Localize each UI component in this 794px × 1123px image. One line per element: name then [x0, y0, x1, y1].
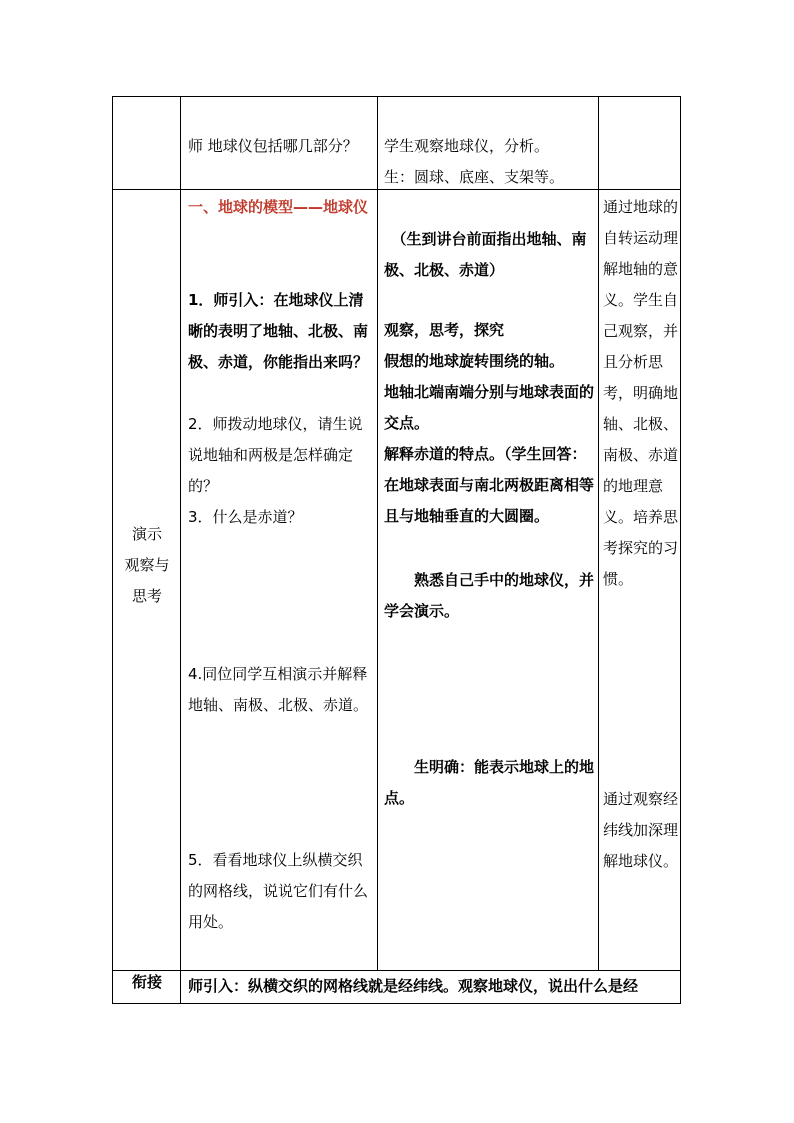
row2-student-s7-block: [384, 752, 596, 814]
table-divider-2: [377, 96, 378, 970]
table-divider-3: [598, 96, 599, 970]
row1-student-line2: 生：圆球、底座、支架等。: [384, 168, 565, 186]
question-2: 2．师拨动地球仪，请生说说地轴和两极是怎样确定的？: [188, 415, 363, 495]
row2-teacher-q1-block: [188, 285, 376, 378]
row2-label-cell: [114, 519, 180, 612]
row2-label-line3: 思考: [131, 587, 162, 605]
student-activity-5: 解释赤道的特点。（学生回答：在地球表面与南北两极距离相等且与地轴垂直的大圆圈。: [384, 445, 595, 525]
question-4: 4.同位同学互相演示并解释地轴、南极、北极、赤道。: [188, 665, 369, 714]
row2-teacher-q5-block: [188, 845, 376, 938]
row1-teacher-cell: [188, 131, 374, 162]
student-activity-7: 生明确：能表示地球上的地点。: [384, 758, 595, 807]
row1-student-cell: [384, 131, 596, 193]
student-activity-6: 熟悉自己手中的地球仪，并学会演示。: [384, 571, 595, 620]
row3-text: 师引入：纵横交织的网格线就是经纬线。观察地球仪，说出什么是经: [188, 977, 639, 995]
student-activity-1: （生到讲台前面指出地轴、南极、北极、赤道）: [384, 230, 587, 279]
question-1: 1．师引入：在地球仪上清晰的表明了地轴、北极、南极、赤道，你能指出来吗？: [188, 291, 369, 371]
student-activity-4: 地轴北端南端分别与地球表面的交点。: [384, 383, 595, 432]
table-border-top: [112, 96, 681, 97]
row2-purpose-p2-block: [603, 784, 679, 877]
table-border-right: [680, 96, 681, 1004]
row3-label-cell: [114, 967, 180, 998]
section-heading: 一、地球的模型——地球仪: [188, 198, 369, 216]
row2-teacher-heading-block: [188, 192, 376, 223]
row2-label-line1: 演示: [131, 525, 162, 543]
table-border-left: [112, 96, 113, 1004]
row2-student-s6-block: [384, 565, 596, 627]
table-divider-1: [180, 96, 181, 1004]
row2-student-s1-block: [384, 224, 596, 286]
table-border-bottom: [112, 1003, 681, 1004]
row1-student-line1: 学生观察地球仪，分析。: [384, 137, 550, 155]
purpose-2: 通过观察经纬线加深理解地球仪。: [603, 790, 679, 870]
row2-teacher-q3-block: [188, 502, 376, 533]
row2-teacher-q2-block: [188, 409, 376, 502]
row3-text-cell: [188, 971, 680, 1002]
row2-label-line2: 观察与: [124, 556, 170, 574]
row1-teacher-text: 师 地球仪包括哪几部分？: [188, 137, 358, 155]
row2-teacher-q4-block: [188, 659, 376, 721]
question-3: 3．什么是赤道？: [188, 508, 303, 526]
student-activity-3: 假想的地球旋转围绕的轴。: [384, 352, 565, 370]
row2-student-s2-block: [384, 315, 596, 532]
purpose-1: 通过地球的自转运动理解地轴的意义。学生自己观察，并且分析思考，明确地轴、北极、南极、赤道的地理意义。培养思考探究的习惯。: [603, 198, 679, 588]
row2-purpose-p1-block: [603, 192, 679, 595]
row3-label: 衔接: [131, 973, 162, 991]
lesson-table: [112, 96, 681, 1004]
student-activity-2: 观察，思考，探究: [384, 321, 505, 339]
question-5: 5．看看地球仪上纵横交织的网格线，说说它们有什么用处。: [188, 851, 369, 931]
